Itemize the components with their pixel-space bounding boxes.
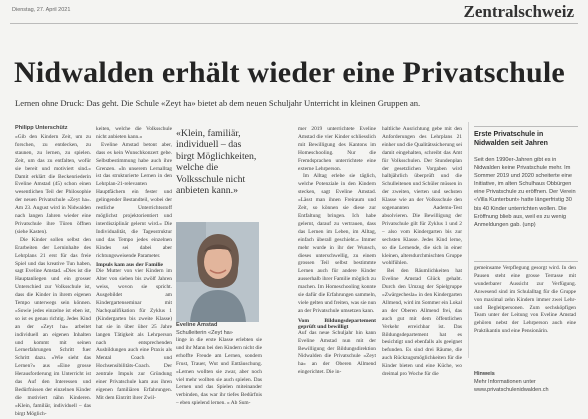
header-rule	[10, 23, 578, 24]
hint-box	[474, 371, 578, 394]
sidebar-bottom-rule	[474, 261, 578, 262]
section-title: Zentralschweiz	[463, 2, 574, 21]
column-1	[15, 134, 91, 419]
column-3-bottom	[176, 337, 262, 408]
column-2	[96, 126, 172, 403]
column-4	[298, 126, 376, 377]
sidebar-text: Seit den 1990er-Jahren gibt es in Nidwalden keine Privatschule mehr. Im Sommer 2019 und 2020 scheiterte eine Initiative, im alten Schulhaus Obbürgen eine Privatschule zu eröffnen. Der Verein «Villa Kunterbunt» hatte längerfristig 30 bis 40 Kinder unterrichten wollen. Die Eröffnung blieb aus, weil es zu wenig Anmeldungen gab. (unp)	[474, 157, 576, 228]
portrait-photo	[176, 222, 259, 322]
issue-date: Dienstag, 27. April 2021	[12, 7, 71, 13]
paragraph: mer 2019 unterrichtete Eveline Amstad die vier Kinder schliesslich mit Bewilligung des Kantons im Homeschooling. Nur die Fremdsprachen unterrichtete eine externe Lehrperson.	[298, 126, 376, 172]
caption-role: Schulleiterin «Zeyt ha»	[176, 329, 233, 336]
sidebar-top-rule	[474, 126, 578, 127]
paragraph: Im Alltag erlebe sie täglich, welche Potenziale in den Kindern stecken, sagt Eveline Amstad. «Lässt man ihnen Freiraum und Zeit, so können sie diese zur Entfaltung bringen. Ich habe gelernt, darauf zu vertrauen, dass das Lernen im Leben, im Alltag, einfach überall geschieht.» Immer mehr wurde in ihr der Wunsch, dieses unterschwellig, zu einem grossen Teil selbst bestimmte Lernen auch für andere Kinder ausserhalb ihrer Familie möglich zu machen. Im Homeschooling konnte sie dafür die Erfahrungen sammeln, viele gelten und freiten, was sie nun an der Privatschule umsetzen kann.	[298, 173, 376, 314]
photo-caption	[176, 322, 233, 337]
paragraph: Die Kinder sollen selbst den Erarbeiten der Lerninhalte des Lehrplans 21 erst für das freie Spiel und das kreative Tun haben, sagt Eveline Amstad. «Dies ist die Hauptanliegen und ein grosser Unterschied zur Volksschule ist, dass die Kinder in ihrem eigenen Tempo unterwegs sein können. «Sowie jedes einzelne ist eben ist, so ist es genau richtig. Jedes Kind an der «Zeyt ha» arbeitet individuell an eigenen Inhalten und kommt mit seinen Lernerfahrungen Schritt fuer Schritt dazu. «Wie sieht das Lernen?» aus «Eine grosse Herausforderung im Unterricht ist das Auf den Interessen und Bedürfnissen der einzelnen Kinder die motiviert nähn Kinderen. «Klein, familiär, individuell – das birgt Möglich-	[15, 236, 91, 417]
paragraph: Eveline Amstad betont aber, dass es kein Wunschkonzert gebe. Selbstbestimmung habe auch ihre Grenzen. «In unserem Lernalltag ist das strukturierte Lernen in den Lehrplan-21-relevanten Hauptfächern ein fester und gelingender Bestandteil, wobei der restliche Unterrichtsstoff möglichst projektorientiert und interdisziplinär gelernt wird.» Die Individualität, die Tagesstruktur und das Tempo jedes einzelnen Kindes sei dabei aber richtungsweisende Parameter.	[96, 141, 172, 259]
article-headline: Nidwalden erhält wieder eine Privatschule	[14, 56, 565, 89]
sidebar-title: Erste Privatschule in Nidwalden seit Jahren	[474, 131, 548, 147]
subheading: Impuls kam aus der Familie	[96, 262, 164, 269]
hint-title: Hinweis	[474, 371, 495, 377]
column-5	[382, 126, 462, 379]
pull-quote: «Klein, familiär, individuell – das birgt Möglichkeiten, welche die Volksschule nicht anbieten kann.»	[176, 128, 257, 197]
portrait-illustration	[176, 222, 259, 322]
hint-text: Mehr Informationen unter www.privatschulenidwalden.ch	[474, 378, 549, 393]
paragraph: Auf das neue Schuljahr hin kann Eveline Amstad nun mit der Bewilligung der Bildungsdirektion Nidwalden die Privatschule «Zeyt ha» an der Oberen Allmend eingerichtet. Die in-	[298, 329, 376, 376]
caption-name: Eveline Amstad	[176, 322, 218, 328]
paragraph: keiten, welche die Volksschule nicht anbieten kann.»	[96, 126, 172, 140]
paragraph: «Gib den Kindern Zeit, um zu forschen, zu entdecken, zu staunen, zu lernen, zu spielen. Zeit, um das zu entfalten, wofür sie bereit und motiviert sind.» Damit erklärt die Beckenriederin Eveline Amstad (45) schon einen wesentlichen Teil der Philosophie der neuen Privatschule «Zeyt ha». Am 23. August wird in Nidwalden nach langen Jahren wieder eine Privatschule ihre Türen öffnen (siehe Kasten).	[15, 134, 91, 235]
paragraph: linge in die erste Klasse erlebten sie und ihr Mann bei den Kindern nicht die erhoffte Freude am Lernen, sondern Frust, Trauer, Wut und Enttäuschung. «Lernen wollten sie zwar, aber noch viel mehr wollten sie auch spielen. Das Lernen und das Spielen miteinander verbinden, das war ihr tiefes Bedürfnis – eben spielend lernen. » Ab Sum-	[176, 337, 262, 407]
column-6-bottom: gemeinsame Verpflegung gesorgt wird. In den Pausen steht eine grosse Terrasse mit wunderbarer Aussicht zur Verfügung. Anwesend sind im Schulalltag für die Gruppe von maximal zehn Kindern immer zwei Lehr- und Begleitpersonen. Zum sechsköpfigen Team unter der Leitung von Eveline Amstad gehören nebst der Lehrperson auch eine Praktikantin und eine Pensionärin.	[474, 265, 576, 335]
subheading: Vom Bildungsdepartement geprüft und bewilligt	[298, 317, 376, 330]
article-lead: Lernen ohne Druck: Das geht. Die Schule «Zeyt ha» bietet ab dem neuen Schuljahr Unterricht in kleinen Gruppen an.	[15, 98, 421, 108]
paragraph: Bei den Räumlichkeiten hat Eveline Amstad Glück gehabt. Durch den Umzug der Spielgruppe «Zwärgechesla» in den Kindergarten Allmend, wird im Sommer ein Lokal an der Oberen Allmend frei, das auch gut mit dem öffentlichen Verkehr erreichbar ist. Das Bildungsdepartement hat es besichtigt und ebenfalls als geeignet befunden. Es sind drei Räume, die auch Rückzugsmöglichkeiten für die Kinder bieten und eine Küche, wo dreimal pro Woche für die	[382, 268, 462, 378]
paragraph: Die Mutter von vier Kindern im Alter von sieben bis zwölf Jahren weiss, wovon sie spricht. Ausgebildet am Kindergartenseminar mit Nachqualifikation für Zyklus 1 (Kindergarten bis zweite Klasse) hat sie in über über 25 Jahre langen Tätigkeit als Lehrperson nach entsprechenden Ausbildungen auch eine Praxis als Mental Coach und Hochsensibilitäts-Coach. Der zentrale Impuls zur Gründung einer Privatschule kam aus ihren eigenen familiären Erfahrungen. Mit dem Eintritt ihrer Zwil-	[96, 268, 172, 401]
paragraph: haltliche Ausrichtung gebe mit den Anforderungen des Lehrplans 21 einher und die Qualitätssicherung sei damit eingehalten, schreibt das Amt für Volksschulen. Der Stundenplan der gesetzlichen Vorgaben wird halbjährlich überprüft und die Schulleitenen und Schüler müssen in der zweiten, vierten und sechsten Klasse wie an der Volksschule den sogenannten Aademu-Test absolvieren. Die Bewilligung der Privatschule gilt für Zyklus 1 und 2 – also vom Kindergarten bis zur sechsten Klasse. Jedes Kind lerne, so die Lernende, die sich in einer kleinen, altersdurchmischten Gruppe wohlfühlen.	[382, 126, 462, 267]
sidebar-divider	[468, 122, 469, 358]
article-byline: Philipp Unterschütz	[15, 125, 68, 131]
